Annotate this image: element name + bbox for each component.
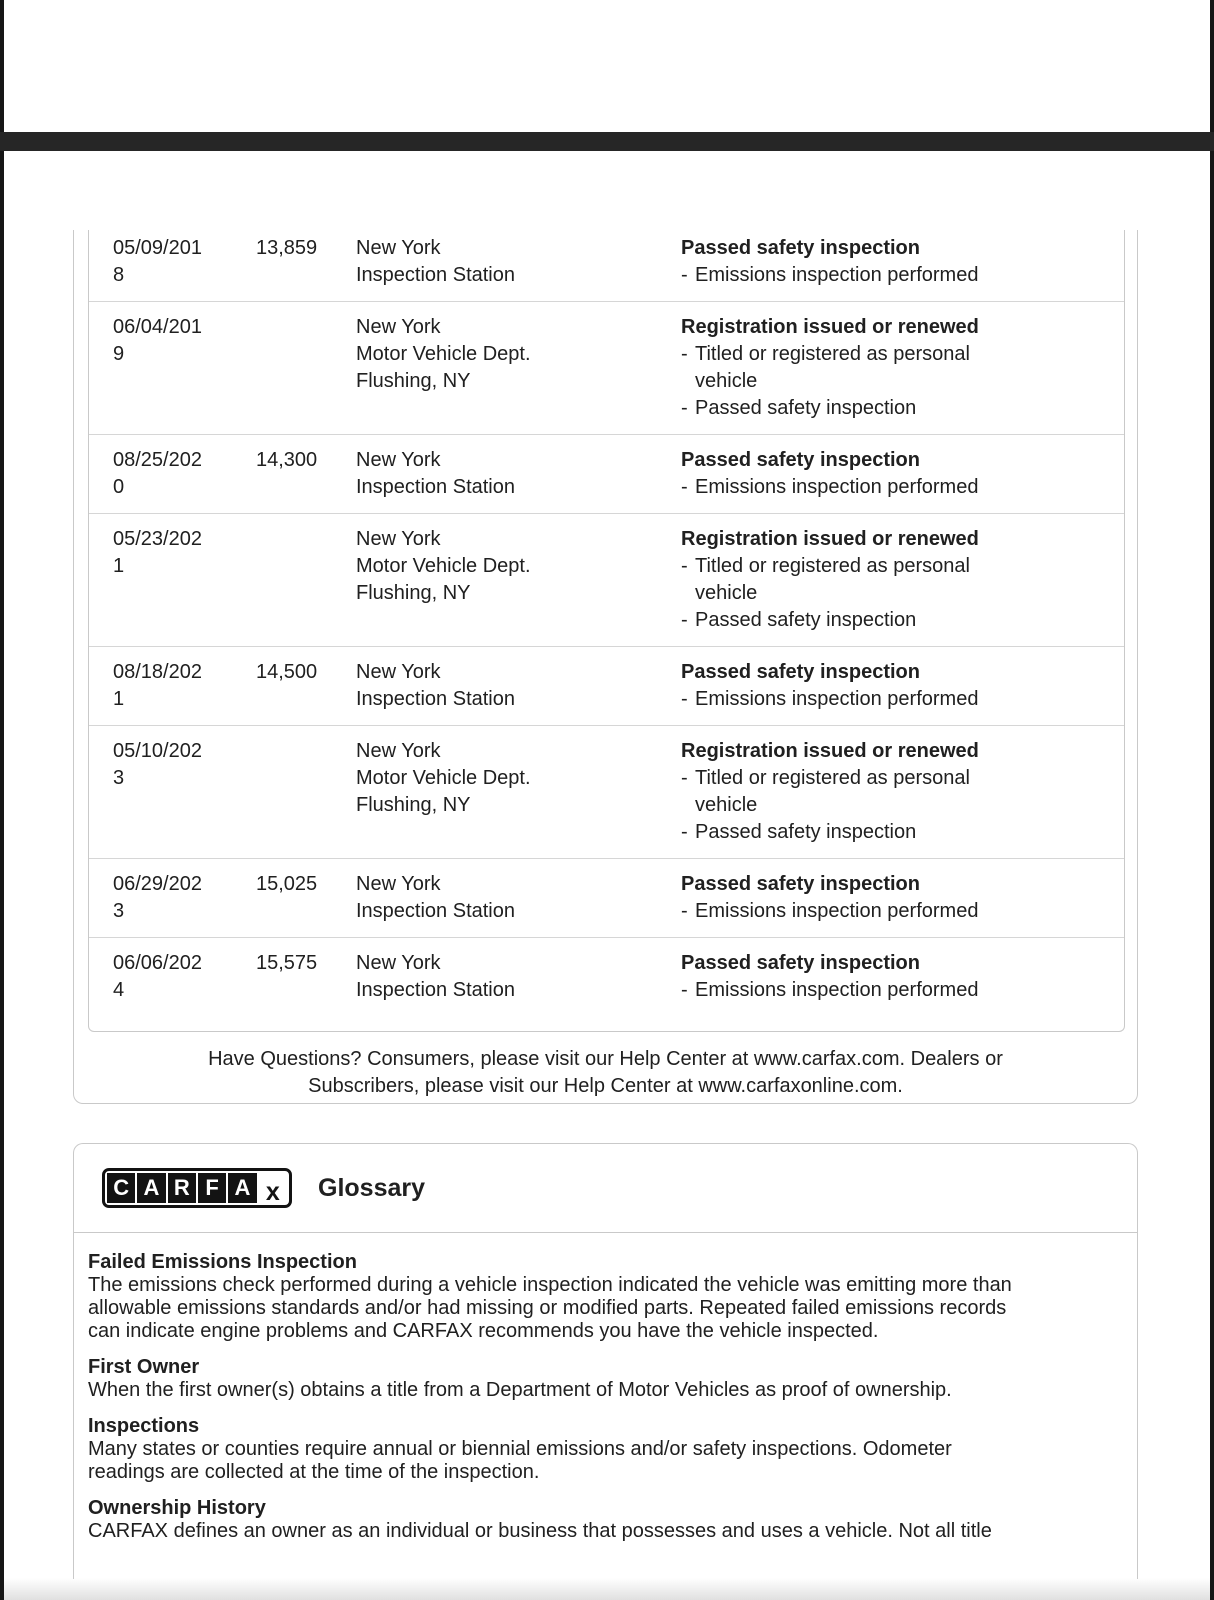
- record-comment-detail: [681, 395, 1112, 422]
- detail-text: Passed safety inspection: [695, 397, 917, 419]
- detail-bullet: -: [681, 821, 688, 843]
- record-location-line: New York: [356, 661, 441, 683]
- record-location-line: Inspection Station: [356, 476, 515, 498]
- record-comment-detail: [681, 819, 1112, 846]
- record-date: [113, 526, 256, 634]
- record-comments: [681, 447, 1112, 501]
- record-date: [113, 871, 256, 925]
- record-row: [89, 434, 1124, 513]
- record-comment-details: [681, 977, 1112, 1004]
- carfax-logo-letter: A: [137, 1173, 165, 1203]
- glossary-entry: [88, 1251, 1117, 1343]
- glossary-definition: CARFAX defines an owner as an individual or business that possesses and uses a vehicle. Not all title: [88, 1520, 992, 1542]
- detail-text: Emissions inspection performed: [695, 979, 979, 1001]
- record-row: [89, 301, 1124, 434]
- record-mileage: [256, 526, 356, 634]
- record-date-value: 05/09/2018: [113, 237, 202, 286]
- record-comment-details: [681, 553, 1112, 634]
- record-date: [113, 950, 256, 1004]
- record-location: [356, 950, 681, 1004]
- record-location-line: Inspection Station: [356, 688, 515, 710]
- record-location-line: New York: [356, 952, 441, 974]
- page-bottom-shadow: [4, 1578, 1210, 1600]
- record-date-value: 06/29/2023: [113, 873, 202, 922]
- help-text: Have Questions? Consumers, please visit our Help Center at www.carfax.com. Dealers or Subscribers, please visit our Help Center at www.carfaxonline.com.: [208, 1048, 1003, 1097]
- record-comment-title: Registration issued or renewed: [681, 740, 979, 762]
- record-date: [113, 738, 256, 846]
- record-comments: [681, 738, 1112, 846]
- record-comments: [681, 314, 1112, 422]
- record-date-value: 08/18/2021: [113, 661, 202, 710]
- glossary-definition: Many states or counties require annual or biennial emissions and/or safety inspections. Odometer readings are collected at the time of the inspection.: [88, 1438, 952, 1483]
- record-date-value: 06/04/2019: [113, 316, 202, 365]
- record-mileage: 14,500: [256, 661, 318, 683]
- record-comment-detail: [681, 898, 1112, 925]
- detail-bullet: -: [681, 767, 688, 789]
- record-location-line: Inspection Station: [356, 979, 515, 1001]
- record-location-line: Inspection Station: [356, 900, 515, 922]
- detail-bullet: -: [681, 688, 688, 710]
- record-comment-detail: [681, 607, 1112, 634]
- record-row: [89, 725, 1124, 858]
- report-page: [4, 151, 1210, 1600]
- record-location: [356, 447, 681, 501]
- record-comment-detail: [681, 686, 1112, 713]
- record-mileage: 15,025: [256, 873, 318, 895]
- record-comment-detail: [681, 977, 1112, 1004]
- carfax-logo-letter: R: [168, 1173, 196, 1203]
- record-comment-title: Passed safety inspection: [681, 952, 920, 974]
- record-location: [356, 235, 681, 289]
- detail-text: Emissions inspection performed: [695, 264, 979, 286]
- page-separator-bar: [0, 132, 1214, 151]
- glossary-entry: [88, 1356, 1117, 1402]
- carfax-logo-letter: F: [198, 1173, 226, 1203]
- record-date: [113, 659, 256, 713]
- record-comments: [681, 950, 1112, 1004]
- detail-bullet: -: [681, 476, 688, 498]
- record-date: [113, 447, 256, 501]
- detail-bullet: -: [681, 900, 688, 922]
- record-date-value: 05/23/2021: [113, 528, 202, 577]
- record-row: [89, 937, 1124, 1031]
- glossary-header: [74, 1144, 1137, 1233]
- record-location-line: New York: [356, 316, 441, 338]
- record-location: [356, 526, 681, 634]
- record-mileage: [256, 738, 356, 846]
- detail-bullet: -: [681, 264, 688, 286]
- record-location-line: Flushing, NY: [356, 370, 471, 392]
- records-section-card: [73, 230, 1138, 1104]
- record-comments: [681, 235, 1112, 289]
- record-mileage: 14,300: [256, 449, 318, 471]
- detail-bullet: -: [681, 343, 688, 365]
- detail-text: Passed safety inspection: [695, 609, 917, 631]
- record-location-line: Motor Vehicle Dept.: [356, 343, 531, 365]
- glossary-title: Glossary: [318, 1173, 426, 1202]
- record-comment-detail: [681, 553, 1112, 607]
- glossary-term: First Owner: [88, 1356, 200, 1378]
- record-comments: [681, 871, 1112, 925]
- record-comment-details: [681, 686, 1112, 713]
- detail-bullet: -: [681, 397, 688, 419]
- record-location: [356, 738, 681, 846]
- record-comment-details: [681, 474, 1112, 501]
- record-location: [356, 659, 681, 713]
- record-date-value: 08/25/2020: [113, 449, 202, 498]
- glossary-card: [73, 1143, 1138, 1579]
- record-date: [113, 235, 256, 289]
- glossary-term: Ownership History: [88, 1497, 266, 1519]
- carfax-logo: [102, 1168, 292, 1208]
- record-comments: [681, 526, 1112, 634]
- detail-text: Emissions inspection performed: [695, 688, 979, 710]
- record-location-line: New York: [356, 873, 441, 895]
- glossary-entry: [88, 1497, 1117, 1543]
- record-location-line: Motor Vehicle Dept.: [356, 767, 531, 789]
- record-comment-title: Registration issued or renewed: [681, 316, 979, 338]
- record-comment-details: [681, 262, 1112, 289]
- record-date-value: 06/06/2024: [113, 952, 202, 1001]
- record-location-line: New York: [356, 528, 441, 550]
- record-comment-title: Registration issued or renewed: [681, 528, 979, 550]
- record-location-line: New York: [356, 237, 441, 259]
- record-comment-title: Passed safety inspection: [681, 237, 920, 259]
- record-mileage: 13,859: [256, 237, 318, 259]
- glossary-definition: When the first owner(s) obtains a title from a Department of Motor Vehicles as proof of ownership.: [88, 1379, 952, 1401]
- record-date-value: 05/10/2023: [113, 740, 202, 789]
- record-row: [89, 858, 1124, 937]
- records-table: [88, 230, 1125, 1032]
- record-comment-details: [681, 898, 1112, 925]
- glossary-body: [74, 1233, 1137, 1543]
- glossary-term: Inspections: [88, 1415, 200, 1437]
- glossary-definition: The emissions check performed during a vehicle inspection indicated the vehicle was emitting more than allowable emissions standards and/or had missing or modified parts. Repeated failed emissions records can indicate engine problems and CARFAX recommends you have the vehicle inspected.: [88, 1274, 1012, 1342]
- record-location-line: Inspection Station: [356, 264, 515, 286]
- record-mileage: 15,575: [256, 952, 318, 974]
- record-location-line: Flushing, NY: [356, 582, 471, 604]
- record-comment-detail: [681, 262, 1112, 289]
- carfax-logo-letter: x: [259, 1173, 287, 1203]
- glossary-entry: [88, 1415, 1117, 1484]
- record-comment-detail: [681, 341, 1112, 395]
- detail-bullet: -: [681, 555, 688, 577]
- detail-bullet: -: [681, 609, 688, 631]
- record-location-line: New York: [356, 449, 441, 471]
- record-comment-detail: [681, 474, 1112, 501]
- record-location-line: New York: [356, 740, 441, 762]
- detail-text: Titled or registered as personal vehicle: [695, 555, 970, 604]
- record-comment-title: Passed safety inspection: [681, 873, 920, 895]
- detail-text: Emissions inspection performed: [695, 476, 979, 498]
- record-row: [89, 513, 1124, 646]
- detail-text: Titled or registered as personal vehicle: [695, 343, 970, 392]
- detail-bullet: -: [681, 979, 688, 1001]
- carfax-logo-letter: A: [228, 1173, 256, 1203]
- record-comment-detail: [681, 765, 1112, 819]
- record-location-line: Motor Vehicle Dept.: [356, 555, 531, 577]
- glossary-term: Failed Emissions Inspection: [88, 1251, 357, 1273]
- detail-text: Emissions inspection performed: [695, 900, 979, 922]
- record-row: [89, 646, 1124, 725]
- record-comment-details: [681, 341, 1112, 422]
- record-comment-title: Passed safety inspection: [681, 449, 920, 471]
- record-location: [356, 314, 681, 422]
- detail-text: Passed safety inspection: [695, 821, 917, 843]
- record-comments: [681, 659, 1112, 713]
- record-mileage: [256, 314, 356, 422]
- record-location: [356, 871, 681, 925]
- detail-text: Titled or registered as personal vehicle: [695, 767, 970, 816]
- record-location-line: Flushing, NY: [356, 794, 471, 816]
- record-comment-title: Passed safety inspection: [681, 661, 920, 683]
- record-date: [113, 314, 256, 422]
- record-row: [89, 230, 1124, 301]
- carfax-logo-letter: C: [107, 1173, 135, 1203]
- record-comment-details: [681, 765, 1112, 846]
- previous-page-bottom: [4, 0, 1210, 132]
